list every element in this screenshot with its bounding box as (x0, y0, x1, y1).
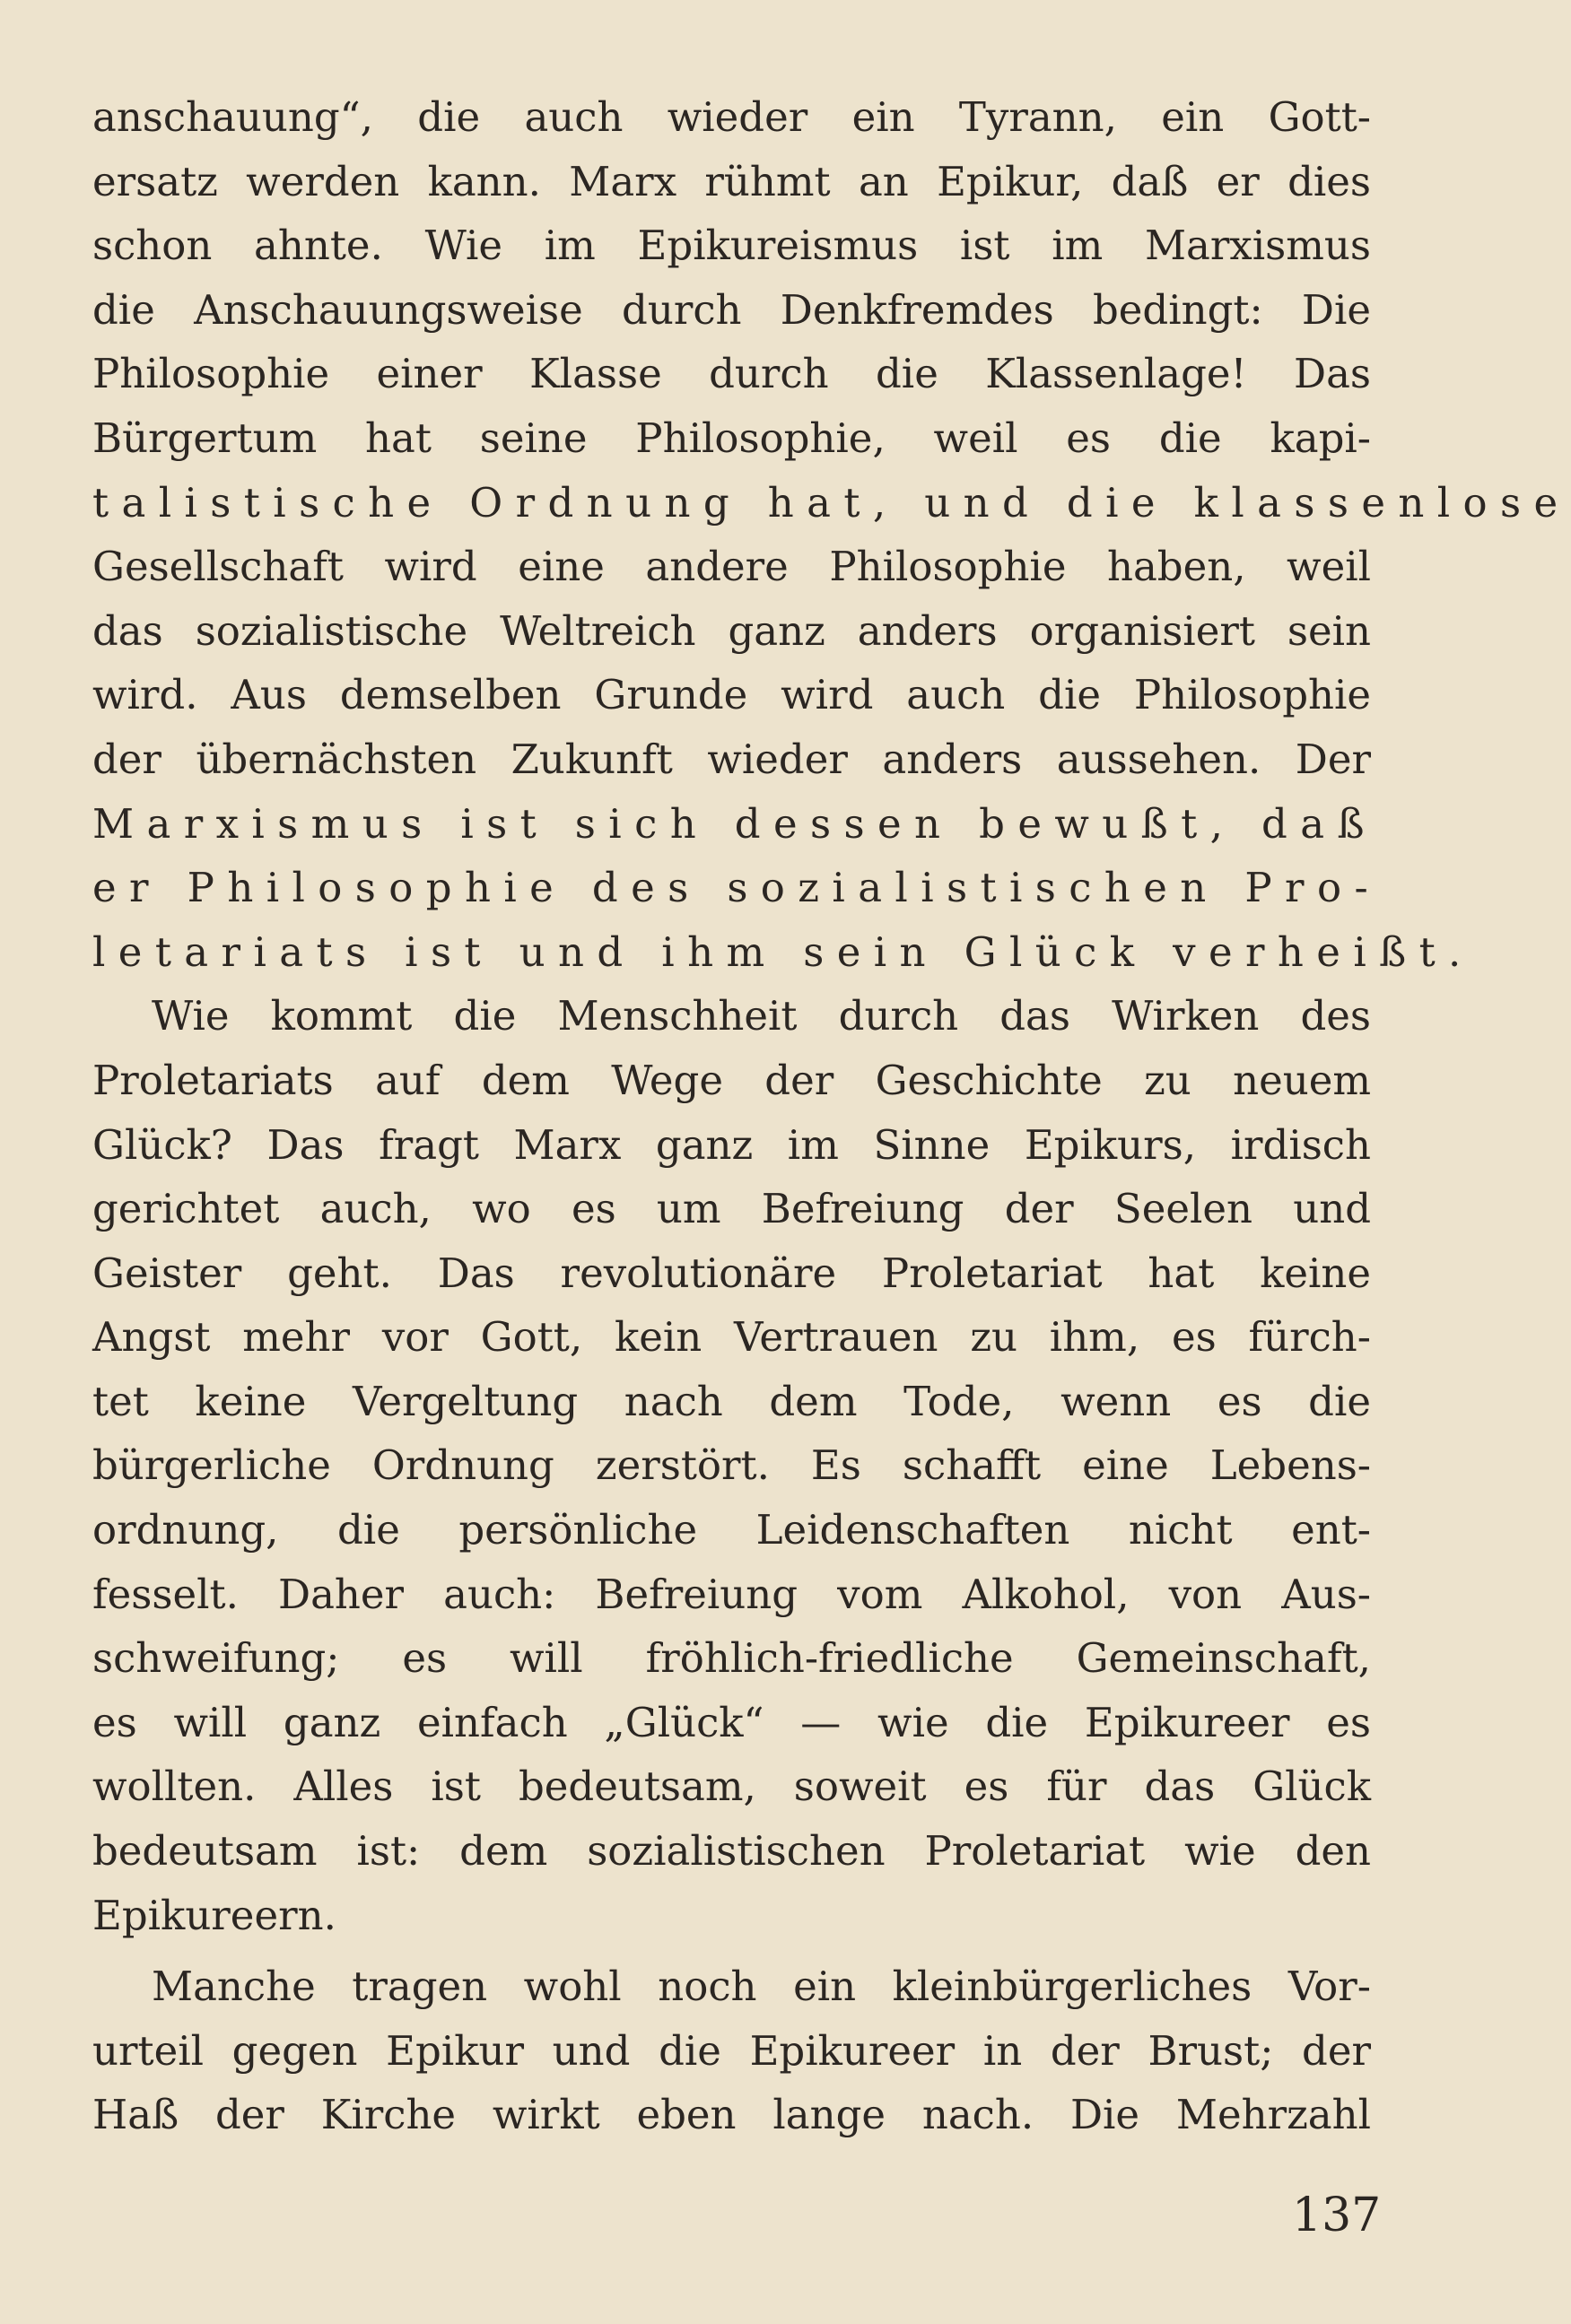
text-line: wollten. Alles ist bedeutsam, soweit es für das Glück (92, 1763, 1371, 1811)
text-line: Geister geht. Das revolutionäre Proletariat hat keine (92, 1249, 1371, 1297)
text-line: Manche tragen wohl noch ein kleinbürgerliches Vor- (152, 1963, 1371, 2011)
text-line: Marxismus ist sich dessen bewußt, daß (92, 799, 1377, 848)
text-line: der übernächsten Zukunft wieder anders aussehen. Der (92, 735, 1371, 783)
text-line: tet keine Vergeltung nach dem Tode, wenn es die (92, 1377, 1371, 1425)
text-line: die Anschauungsweise durch Denkfremdes bedingt: Die (92, 285, 1371, 334)
text-line: er Philosophie des sozialistischen Pro- (92, 864, 1382, 912)
text-line: bedeutsam ist: dem sozialistischen Proletariat wie den (92, 1827, 1371, 1876)
text-line: Wie kommt die Menschheit durch das Wirken des (152, 992, 1371, 1040)
text-line: ordnung, die persönliche Leidenschaften nicht ent- (92, 1506, 1371, 1554)
text-line: Proletariats auf dem Wege der Geschichte zu neuem (92, 1056, 1371, 1104)
text-line: schon ahnte. Wie im Epikureismus ist im Marxismus (92, 222, 1371, 270)
text-line: fesselt. Daher auch: Befreiung vom Alkohol, von Aus- (92, 1570, 1371, 1618)
text-line: letariats ist und ihm sein Glück verheißt. (92, 927, 1474, 976)
text-line: anschauung“, die auch wieder ein Tyrann, ein Gott- (92, 93, 1371, 141)
body-text (92, 85, 1571, 2147)
text-line: Gesellschaft wird eine andere Philosophie haben, weil (92, 543, 1371, 591)
text-line: Bürgertum hat seine Philosophie, weil es die kapi- (92, 413, 1371, 462)
text-line: wird. Aus demselben Grunde wird auch die Philosophie (92, 671, 1371, 719)
text-line: Epikureern. (92, 1891, 336, 1939)
page-number: 137 (1292, 2189, 1382, 2242)
text-line: Angst mehr vor Gott, kein Vertrauen zu ihm, es fürch- (92, 1313, 1371, 1362)
text-line: Glück? Das fragt Marx ganz im Sinne Epikurs, irdisch (92, 1120, 1371, 1169)
text-line: talistische Ordnung hat, und die klassenlose (92, 478, 1571, 527)
text-line: Haß der Kirche wirkt eben lange nach. Die Mehrzahl (92, 2091, 1371, 2139)
text-line: das sozialistische Weltreich ganz anders organisiert sein (92, 606, 1371, 655)
text-line: schweifung; es will fröhlich-friedliche Gemeinschaft, (92, 1634, 1371, 1683)
text-line: bürgerliche Ordnung zerstört. Es schafft eine Lebens- (92, 1441, 1371, 1490)
text-line: gerichtet auch, wo es um Befreiung der Seelen und (92, 1185, 1371, 1233)
text-line: Philosophie einer Klasse durch die Klassenlage! Das (92, 350, 1371, 398)
text-line: urteil gegen Epikur und die Epikureer in der Brust; der (92, 2026, 1371, 2075)
text-line: ersatz werden kann. Marx rühmt an Epikur, daß er dies (92, 157, 1371, 205)
text-line: es will ganz einfach „Glück“ — wie die Epikureer es (92, 1698, 1371, 1746)
